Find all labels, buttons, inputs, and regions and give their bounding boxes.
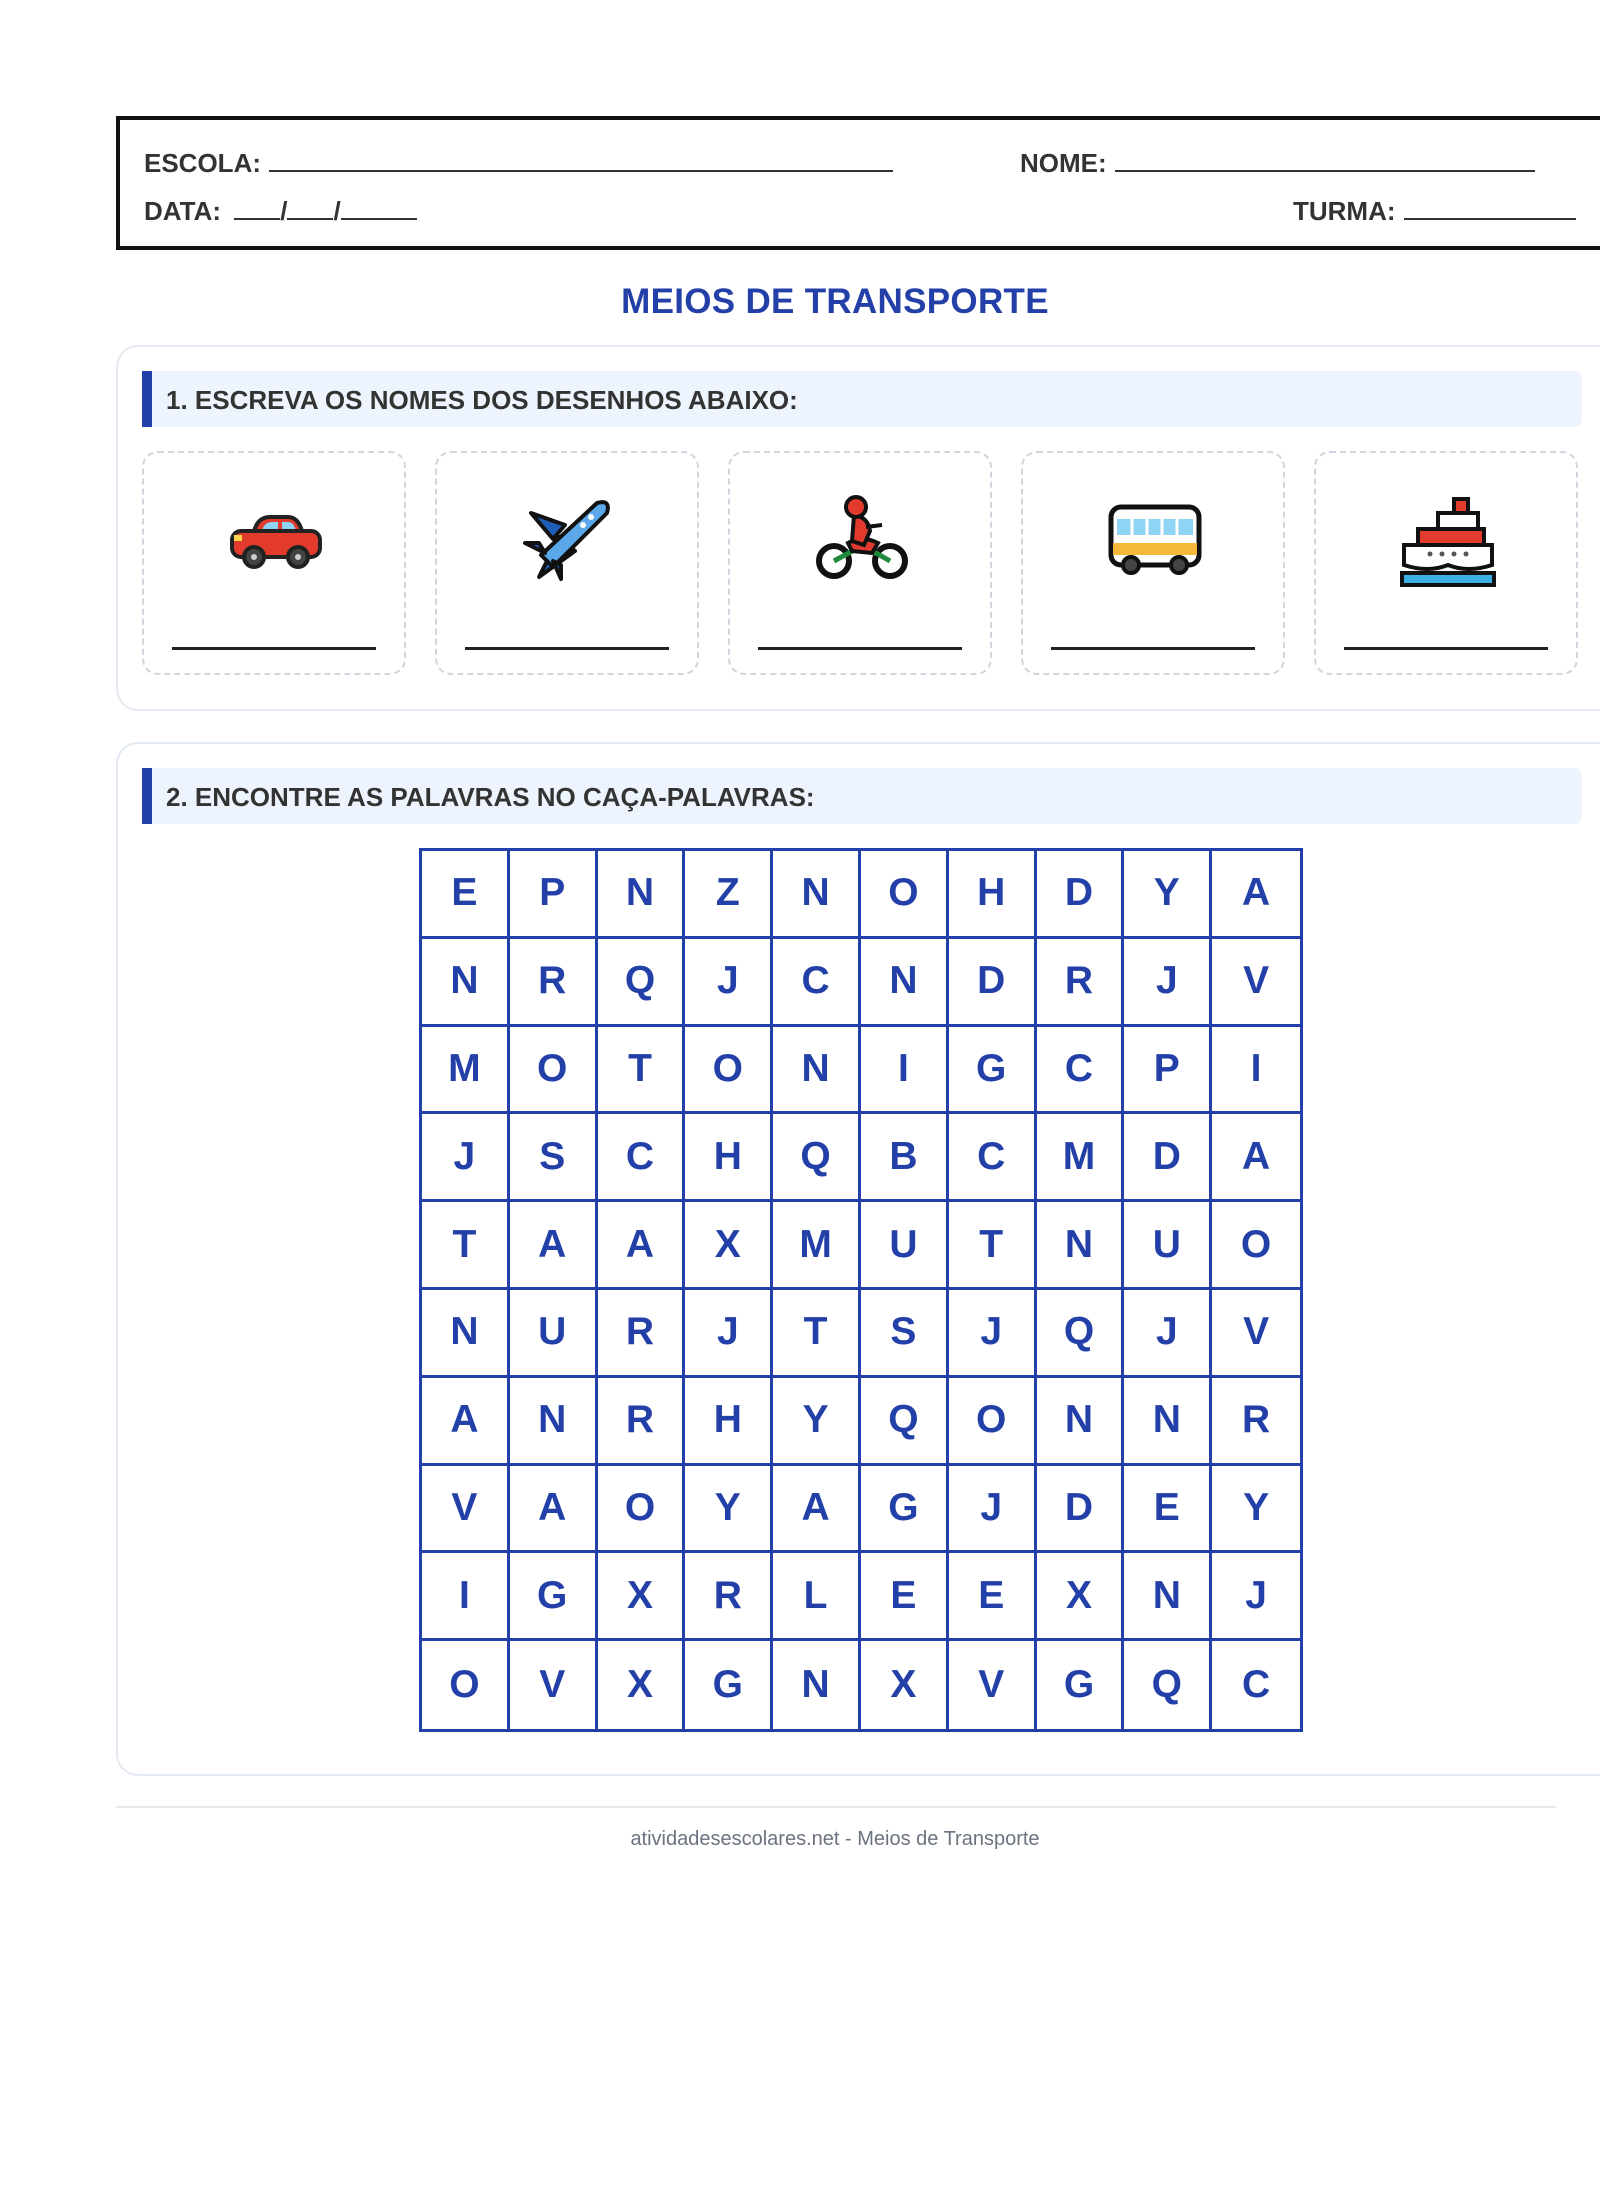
- answer-line-3[interactable]: [758, 647, 962, 650]
- grid-cell[interactable]: L: [773, 1553, 861, 1641]
- grid-cell[interactable]: X: [598, 1553, 686, 1641]
- grid-cell[interactable]: U: [510, 1290, 598, 1378]
- grid-cell[interactable]: G: [1037, 1641, 1125, 1729]
- grid-cell[interactable]: J: [949, 1466, 1037, 1554]
- grid-cell[interactable]: E: [949, 1553, 1037, 1641]
- data-field: [144, 194, 417, 226]
- grid-cell[interactable]: M: [773, 1202, 861, 1290]
- grid-cell[interactable]: G: [861, 1466, 949, 1554]
- grid-cell[interactable]: P: [510, 851, 598, 939]
- grid-cell[interactable]: O: [598, 1466, 686, 1554]
- answer-line-5[interactable]: [1344, 647, 1548, 650]
- student-info-box: [116, 116, 1600, 250]
- section1-heading: [142, 371, 1582, 427]
- grid-cell[interactable]: G: [949, 1027, 1037, 1115]
- nome-label: NOME:: [1020, 148, 1107, 178]
- grid-cell[interactable]: T: [773, 1290, 861, 1378]
- grid-cell[interactable]: N: [1037, 1202, 1125, 1290]
- grid-cell[interactable]: O: [685, 1027, 773, 1115]
- grid-cell[interactable]: U: [1124, 1202, 1212, 1290]
- page-title: MEIOS DE TRANSPORTE: [621, 282, 1049, 321]
- grid-cell[interactable]: Y: [1124, 851, 1212, 939]
- grid-cell[interactable]: Q: [861, 1378, 949, 1466]
- grid-cell[interactable]: R: [598, 1378, 686, 1466]
- grid-cell[interactable]: J: [1124, 1290, 1212, 1378]
- grid-cell[interactable]: I: [422, 1553, 510, 1641]
- footer-divider: [116, 1806, 1556, 1808]
- grid-cell[interactable]: C: [949, 1114, 1037, 1202]
- nome-field: [1020, 146, 1535, 178]
- grid-cell[interactable]: V: [510, 1641, 598, 1729]
- grid-cell[interactable]: N: [598, 851, 686, 939]
- grid-cell[interactable]: I: [861, 1027, 949, 1115]
- picture-card-4: [1021, 451, 1285, 675]
- word-search-grid: [419, 848, 1303, 1732]
- answer-line-2[interactable]: [465, 647, 669, 650]
- grid-cell[interactable]: N: [1037, 1378, 1125, 1466]
- grid-cell[interactable]: D: [949, 939, 1037, 1027]
- turma-field: [1293, 194, 1576, 226]
- grid-cell[interactable]: J: [685, 1290, 773, 1378]
- grid-cell[interactable]: T: [949, 1202, 1037, 1290]
- grid-cell[interactable]: C: [1242, 1663, 1271, 1707]
- grid-cell[interactable]: N: [861, 939, 949, 1027]
- grid-cell[interactable]: N: [422, 1290, 510, 1378]
- grid-cell[interactable]: R: [598, 1290, 686, 1378]
- grid-cell[interactable]: X: [861, 1641, 949, 1729]
- grid-cell[interactable]: N: [1124, 1378, 1212, 1466]
- section2-heading-text: 2. ENCONTRE AS PALAVRAS NO CAÇA-PALAVRAS:: [166, 782, 815, 812]
- turma-input-line[interactable]: [1404, 194, 1576, 220]
- grid-cell[interactable]: J: [1212, 1553, 1300, 1641]
- grid-cell[interactable]: O: [422, 1641, 510, 1729]
- motorcycle-icon: [812, 491, 912, 591]
- grid-cell[interactable]: R: [1037, 939, 1125, 1027]
- grid-cell[interactable]: A: [1212, 1114, 1300, 1202]
- grid-cell[interactable]: V: [422, 1466, 510, 1554]
- grid-cell[interactable]: Y: [773, 1378, 861, 1466]
- turma-label: TURMA:: [1293, 196, 1396, 226]
- grid-cell[interactable]: C: [773, 939, 861, 1027]
- escola-input-line[interactable]: [269, 146, 893, 172]
- grid-cell[interactable]: A: [510, 1202, 598, 1290]
- escola-label: ESCOLA:: [144, 148, 261, 178]
- grid-cell[interactable]: Q: [773, 1114, 861, 1202]
- grid-cell[interactable]: D: [1037, 851, 1125, 939]
- grid-cell[interactable]: R: [685, 1553, 773, 1641]
- nome-input-line[interactable]: [1115, 146, 1535, 172]
- grid-cell[interactable]: Z: [685, 851, 773, 939]
- grid-cell[interactable]: V: [1212, 939, 1300, 1027]
- grid-cell[interactable]: A: [422, 1378, 510, 1466]
- grid-cell[interactable]: S: [861, 1290, 949, 1378]
- grid-cell[interactable]: N: [773, 1641, 861, 1729]
- grid-cell[interactable]: M: [1037, 1114, 1125, 1202]
- grid-cell[interactable]: Y: [1212, 1466, 1300, 1554]
- grid-cell[interactable]: U: [861, 1202, 949, 1290]
- grid-cell[interactable]: C: [1037, 1027, 1125, 1115]
- grid-cell[interactable]: D: [1124, 1114, 1212, 1202]
- data-month-line[interactable]: [287, 194, 333, 220]
- grid-cell[interactable]: A: [1212, 851, 1300, 939]
- grid-cell[interactable]: J: [422, 1114, 510, 1202]
- grid-cell[interactable]: O: [861, 851, 949, 939]
- grid-cell[interactable]: J: [685, 939, 773, 1027]
- grid-cell[interactable]: R: [510, 939, 598, 1027]
- picture-card-3: [728, 451, 992, 675]
- grid-cell[interactable]: X: [598, 1641, 686, 1729]
- section-write-names: [116, 345, 1600, 711]
- section2-heading: [142, 768, 1582, 824]
- grid-cell[interactable]: M: [422, 1027, 510, 1115]
- grid-cell[interactable]: A: [773, 1466, 861, 1554]
- grid-cell[interactable]: N: [1124, 1553, 1212, 1641]
- grid-cell[interactable]: B: [861, 1114, 949, 1202]
- grid-cell[interactable]: N: [510, 1378, 598, 1466]
- ship-icon: [1398, 491, 1498, 591]
- grid-cell[interactable]: J: [1124, 939, 1212, 1027]
- grid-cell[interactable]: N: [422, 939, 510, 1027]
- grid-cell[interactable]: J: [949, 1290, 1037, 1378]
- grid-cell[interactable]: X: [685, 1202, 773, 1290]
- grid-cell[interactable]: E: [861, 1553, 949, 1641]
- grid-cell[interactable]: C: [598, 1114, 686, 1202]
- answer-line-1[interactable]: [172, 647, 376, 650]
- footer-text: atividadesescolares.net - Meios de Transporte: [630, 1828, 1040, 1850]
- grid-cell[interactable]: O: [510, 1027, 598, 1115]
- picture-card-1: [142, 451, 406, 675]
- picture-card-5: [1314, 451, 1578, 675]
- data-year-line[interactable]: [341, 194, 417, 220]
- grid-cell[interactable]: Y: [685, 1466, 773, 1554]
- grid-cell[interactable]: N: [773, 1027, 861, 1115]
- grid-cell[interactable]: G: [685, 1641, 773, 1729]
- bus-icon: [1105, 491, 1205, 591]
- grid-cell[interactable]: A: [598, 1202, 686, 1290]
- grid-cell[interactable]: S: [510, 1114, 598, 1202]
- grid-cell[interactable]: P: [1124, 1027, 1212, 1115]
- grid-cell[interactable]: T: [598, 1027, 686, 1115]
- data-separator: /: [333, 196, 341, 226]
- grid-cell[interactable]: R: [1212, 1378, 1300, 1466]
- data-day-line[interactable]: [234, 194, 280, 220]
- grid-cell[interactable]: N: [773, 851, 861, 939]
- grid-cell[interactable]: H: [685, 1378, 773, 1466]
- grid-cell[interactable]: H: [949, 851, 1037, 939]
- escola-field: [144, 146, 893, 178]
- grid-cell[interactable]: V: [949, 1641, 1037, 1729]
- picture-card-2: [435, 451, 699, 675]
- grid-cell[interactable]: D: [1037, 1466, 1125, 1554]
- grid-cell[interactable]: Q: [1037, 1290, 1125, 1378]
- grid-cell[interactable]: E: [1124, 1466, 1212, 1554]
- car-icon: [226, 491, 326, 591]
- grid-cell[interactable]: Q: [598, 939, 686, 1027]
- section1-heading-text: 1. ESCREVA OS NOMES DOS DESENHOS ABAIXO:: [166, 385, 798, 415]
- grid-cell[interactable]: Q: [1124, 1641, 1212, 1729]
- grid-cell[interactable]: V: [1212, 1290, 1300, 1378]
- data-separator: /: [280, 196, 288, 226]
- data-label: DATA:: [144, 196, 222, 226]
- airplane-icon: [519, 491, 619, 591]
- grid-cell[interactable]: O: [949, 1378, 1037, 1466]
- answer-line-4[interactable]: [1051, 647, 1255, 650]
- grid-cell[interactable]: O: [1212, 1202, 1300, 1290]
- grid-cell[interactable]: I: [1212, 1027, 1300, 1115]
- grid-cell[interactable]: A: [510, 1466, 598, 1554]
- grid-cell[interactable]: X: [1037, 1553, 1125, 1641]
- grid-cell[interactable]: E: [422, 851, 510, 939]
- grid-cell[interactable]: H: [685, 1114, 773, 1202]
- grid-cell[interactable]: G: [510, 1553, 598, 1641]
- grid-cell[interactable]: T: [422, 1202, 510, 1290]
